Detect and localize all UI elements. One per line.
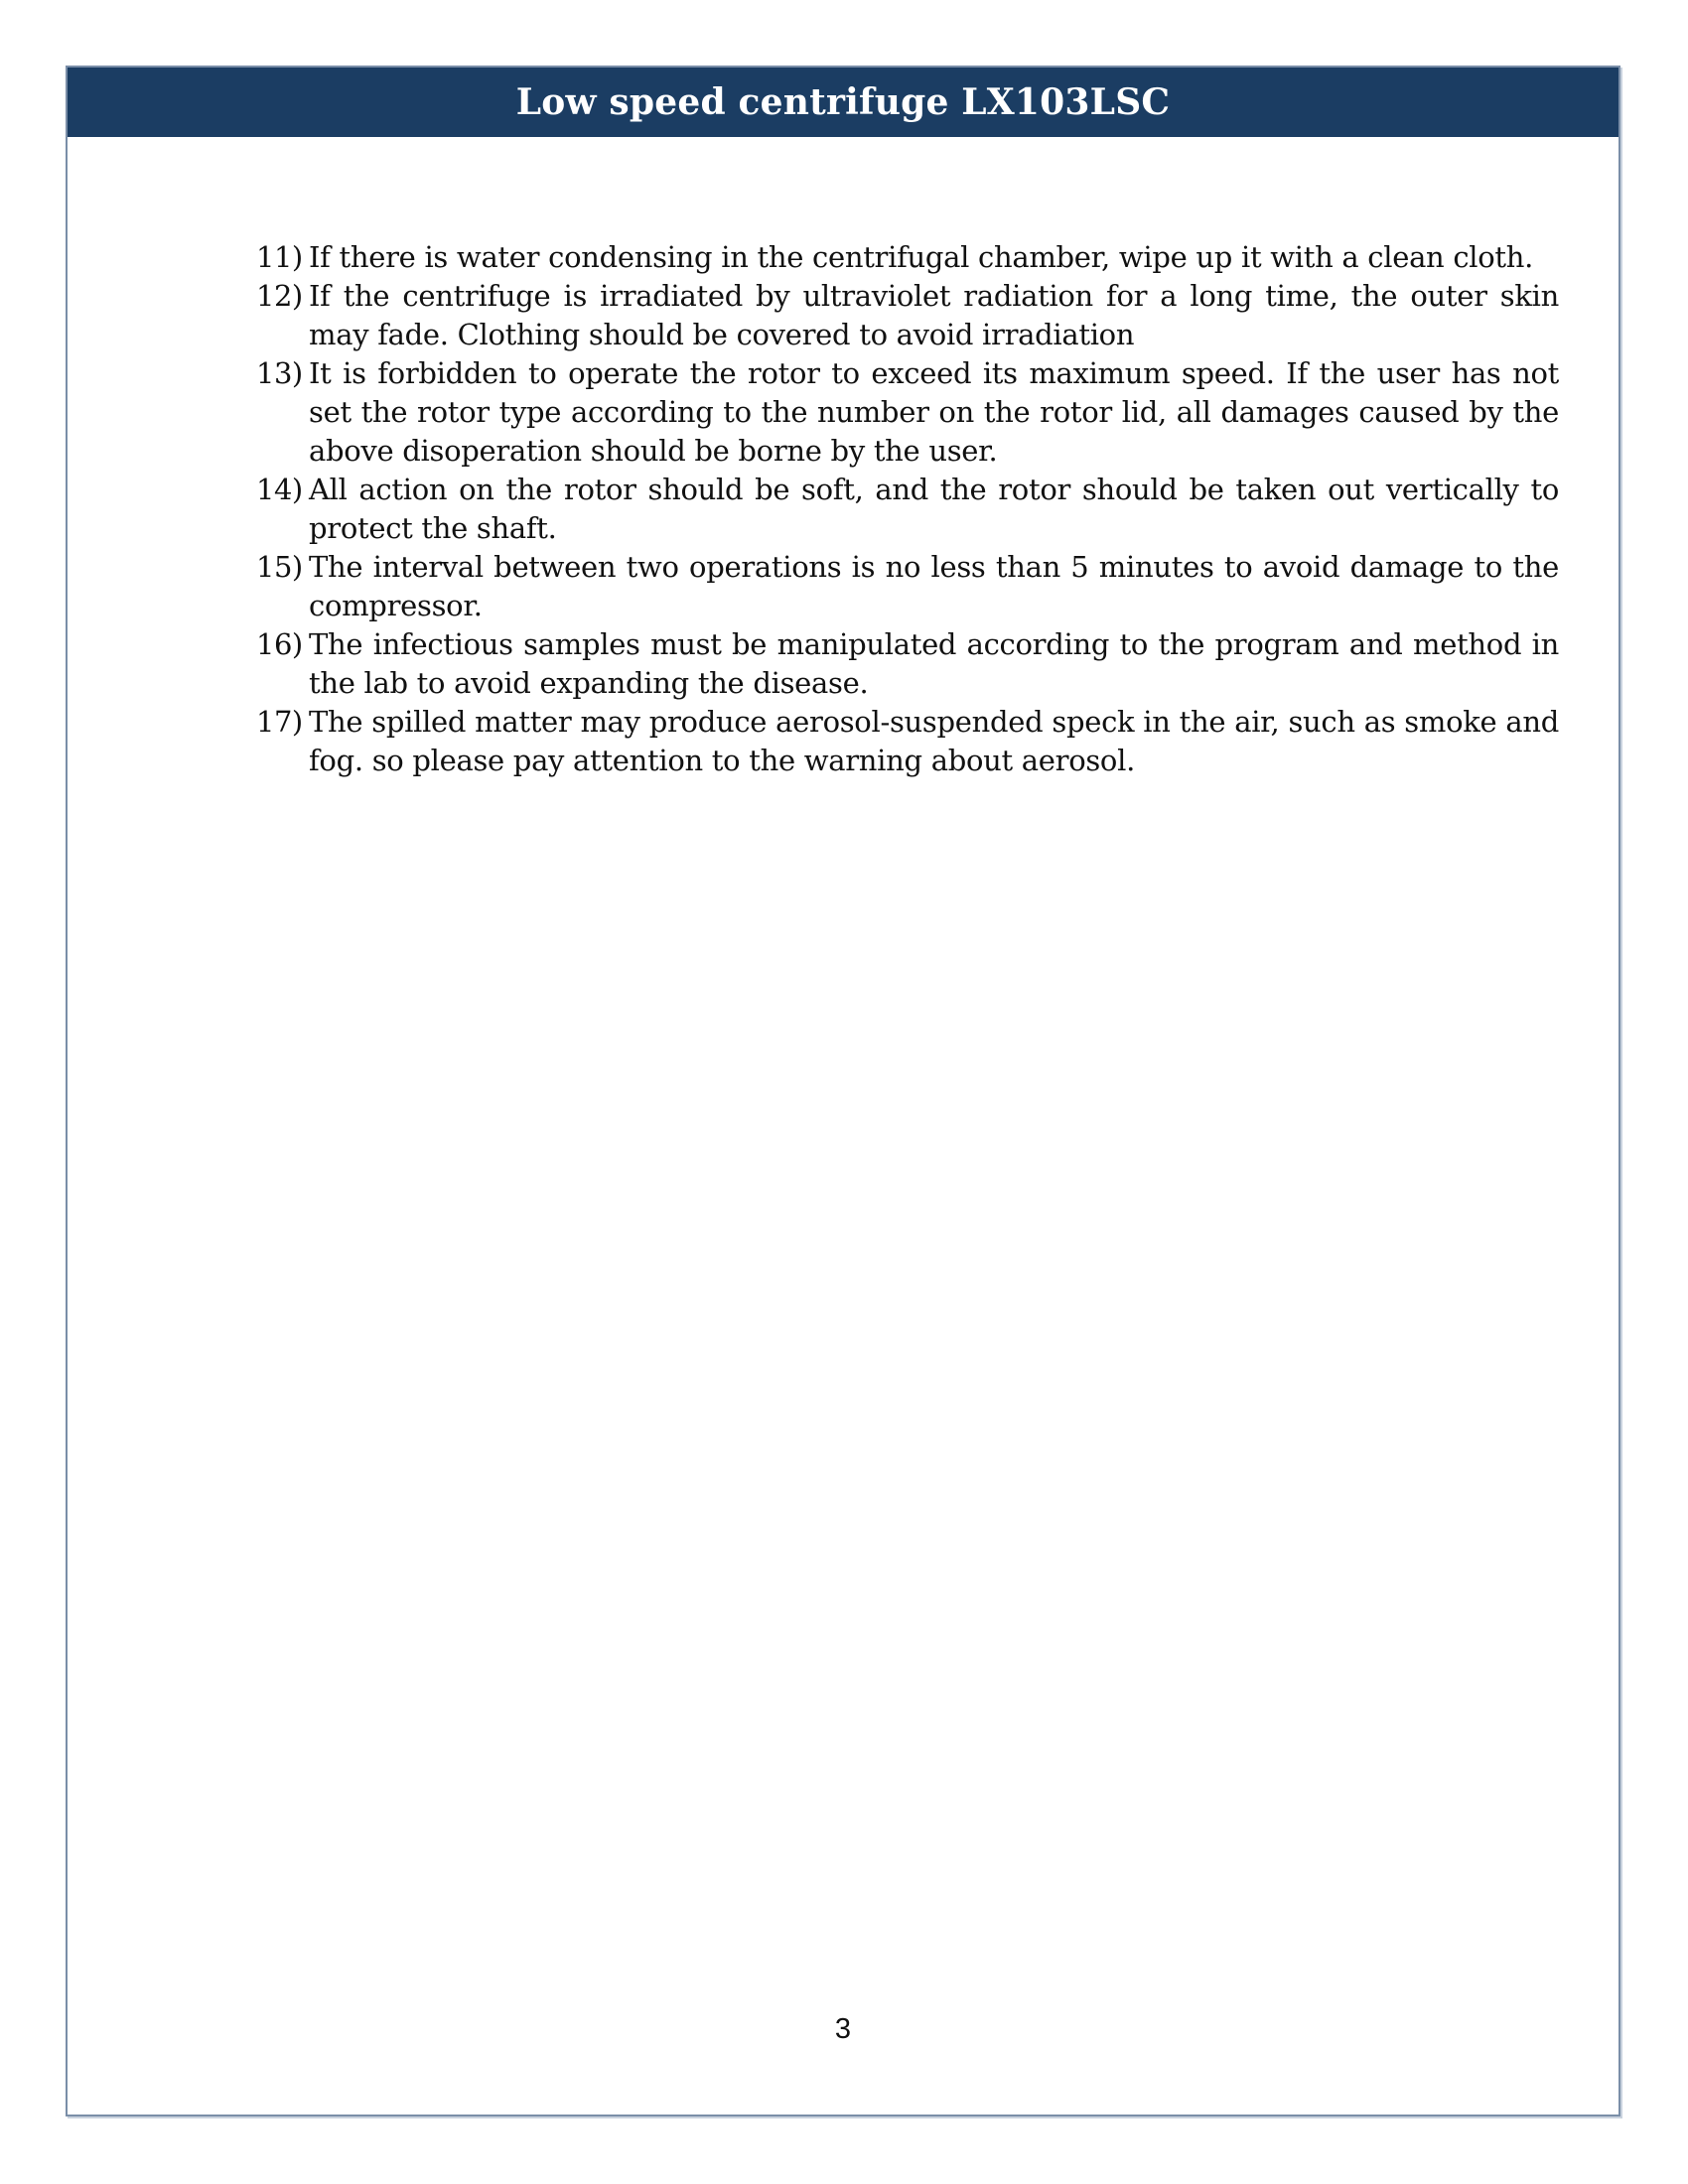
list-item-number: 12) bbox=[256, 279, 303, 313]
list-item bbox=[256, 548, 1559, 625]
instructions-list bbox=[256, 238, 1559, 780]
list-item-number: 13) bbox=[256, 356, 303, 390]
list-item-number: 11) bbox=[256, 240, 303, 274]
list-item bbox=[256, 354, 1559, 471]
list-item bbox=[256, 625, 1559, 703]
list-item bbox=[256, 703, 1559, 780]
list-item-number: 15) bbox=[256, 550, 303, 584]
list-item-text: The infectious samples must be manipulated according to the program and method in the lab to avoid expanding the disease. bbox=[309, 627, 1559, 700]
list-item bbox=[256, 471, 1559, 548]
list-item-text: If the centrifuge is irradiated by ultraviolet radiation for a long time, the outer skin may fade. Clothing should be covered to avoid irradiation bbox=[309, 279, 1559, 351]
list-item-number: 17) bbox=[256, 705, 303, 739]
header-bar bbox=[68, 68, 1618, 137]
page-frame bbox=[66, 66, 1620, 2116]
list-item-number: 14) bbox=[256, 473, 303, 506]
list-item bbox=[256, 277, 1559, 354]
list-item-text: The spilled matter may produce aerosol-suspended speck in the air, such as smoke and fog. so please pay attention to the warning about aerosol. bbox=[309, 705, 1559, 777]
list-item-text: It is forbidden to operate the rotor to exceed its maximum speed. If the user has not set the rotor type according to the number on the rotor lid, all damages caused by the above disoperation should be borne by the user. bbox=[309, 356, 1559, 468]
list-item-text: The interval between two operations is no less than 5 minutes to avoid damage to the compressor. bbox=[309, 550, 1559, 622]
list-item-text: If there is water condensing in the centrifugal chamber, wipe up it with a clean cloth. bbox=[309, 240, 1534, 274]
list-item-number: 16) bbox=[256, 627, 303, 661]
page-number: 3 bbox=[834, 2013, 852, 2045]
list-item-text: All action on the rotor should be soft, and the rotor should be taken out vertically to protect the shaft. bbox=[309, 473, 1559, 545]
list-item bbox=[256, 238, 1559, 277]
document-title: Low speed centrifuge LX103LSC bbox=[515, 81, 1171, 123]
